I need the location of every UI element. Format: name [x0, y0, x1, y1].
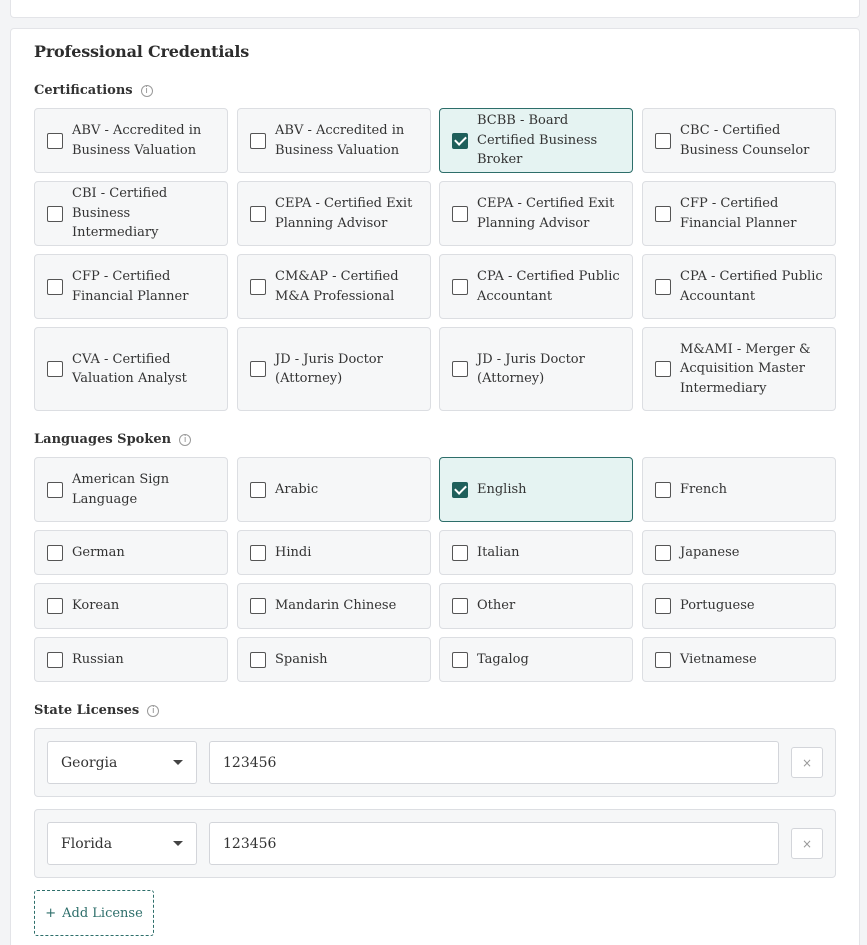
info-icon[interactable]: i	[141, 85, 153, 97]
language-option-label: American Sign Language	[72, 472, 170, 507]
language-checkbox[interactable]	[47, 598, 63, 614]
certification-checkbox[interactable]	[47, 206, 63, 222]
state-licenses-label	[34, 703, 159, 718]
certification-option[interactable]	[237, 327, 431, 411]
language-checkbox[interactable]	[47, 545, 63, 561]
certification-checkbox[interactable]	[250, 133, 266, 149]
language-option[interactable]	[237, 530, 431, 575]
language-checkbox[interactable]	[655, 598, 671, 614]
certifications-label-text: Certifications	[34, 83, 133, 98]
certification-option[interactable]	[237, 108, 431, 173]
language-option-label: Spanish	[275, 651, 328, 667]
state-select[interactable]	[47, 741, 197, 784]
language-option[interactable]	[439, 530, 633, 575]
certification-option[interactable]	[237, 181, 431, 246]
language-option-label: Arabic	[275, 481, 319, 497]
language-option-label: Russian	[72, 651, 124, 667]
certification-option-label: JD - Juris Doctor (Attorney)	[477, 351, 585, 386]
language-option-label: Vietnamese	[680, 651, 757, 667]
language-checkbox[interactable]	[250, 598, 266, 614]
language-option[interactable]	[642, 457, 836, 522]
state-select-value: Georgia	[61, 754, 118, 771]
license-number-input[interactable]: 123456	[209, 741, 779, 784]
chevron-down-icon	[173, 841, 183, 846]
close-icon: ×	[801, 755, 813, 770]
language-checkbox[interactable]	[452, 482, 468, 498]
certification-option[interactable]	[642, 108, 836, 173]
certification-option-label: CFP - Certified Financial Planner	[680, 196, 797, 231]
certification-checkbox[interactable]	[47, 361, 63, 377]
certification-option[interactable]	[642, 327, 836, 411]
certification-option[interactable]	[439, 181, 633, 246]
certification-option-label: JD - Juris Doctor (Attorney)	[275, 351, 383, 386]
language-option-label: Hindi	[275, 544, 312, 560]
certification-checkbox[interactable]	[47, 279, 63, 295]
certification-checkbox[interactable]	[250, 279, 266, 295]
certification-checkbox[interactable]	[250, 206, 266, 222]
language-option[interactable]	[642, 530, 836, 575]
certification-option-label: CBC - Certified Business Counselor	[680, 123, 810, 158]
language-checkbox[interactable]	[250, 482, 266, 498]
language-option-label: Japanese	[680, 544, 740, 560]
language-option[interactable]	[439, 637, 633, 682]
certification-option[interactable]	[34, 254, 228, 319]
remove-license-button[interactable]	[791, 747, 823, 778]
language-option[interactable]	[237, 583, 431, 629]
language-checkbox[interactable]	[452, 652, 468, 668]
certification-option-label: ABV - Accredited in Business Valuation	[72, 123, 202, 158]
previous-section-card	[10, 0, 860, 18]
certification-checkbox[interactable]	[452, 133, 468, 149]
certification-option-label: CFP - Certified Financial Planner	[72, 269, 189, 304]
certification-checkbox[interactable]	[452, 279, 468, 295]
language-option[interactable]	[439, 457, 633, 522]
section-title: Professional Credentials	[34, 42, 250, 61]
language-option[interactable]	[237, 637, 431, 682]
add-license-button[interactable]	[34, 890, 154, 936]
language-checkbox[interactable]	[452, 598, 468, 614]
certifications-label	[34, 83, 153, 98]
language-checkbox[interactable]	[655, 482, 671, 498]
certification-option[interactable]	[237, 254, 431, 319]
certification-option-label: BCBB - Board Certified Business Broker	[477, 113, 598, 168]
add-license-label: Add License	[62, 905, 143, 921]
state-select[interactable]	[47, 822, 197, 865]
certification-option-label: CVA - Certified Valuation Analyst	[72, 351, 187, 386]
certification-option-label: M&AMI - Merger & Acquisition Master Intermediary	[680, 341, 811, 396]
certification-checkbox[interactable]	[452, 206, 468, 222]
language-option-label: Korean	[72, 598, 120, 614]
language-option[interactable]	[34, 637, 228, 682]
state-licenses-label-text: State Licenses	[34, 703, 140, 718]
language-checkbox[interactable]	[250, 652, 266, 668]
language-option-label: Other	[477, 598, 516, 614]
language-checkbox[interactable]	[452, 545, 468, 561]
language-option[interactable]	[642, 583, 836, 629]
languages-label	[34, 432, 191, 447]
certification-option[interactable]	[439, 327, 633, 411]
license-number-input[interactable]: 123456	[209, 822, 779, 865]
language-option[interactable]	[439, 583, 633, 629]
certification-checkbox[interactable]	[655, 133, 671, 149]
certification-option-label: CEPA - Certified Exit Planning Advisor	[275, 196, 413, 231]
info-icon[interactable]: i	[179, 434, 191, 446]
language-option-label: Portuguese	[680, 598, 755, 614]
language-checkbox[interactable]	[250, 545, 266, 561]
certification-option[interactable]	[642, 181, 836, 246]
certification-option-label: ABV - Accredited in Business Valuation	[275, 123, 405, 158]
certification-checkbox[interactable]	[250, 361, 266, 377]
certification-checkbox[interactable]	[655, 206, 671, 222]
certification-option[interactable]	[34, 108, 228, 173]
certification-checkbox[interactable]	[452, 361, 468, 377]
certification-option-label: CM&AP - Certified M&A Professional	[275, 269, 399, 304]
chevron-down-icon	[173, 760, 183, 765]
language-option-label: Tagalog	[477, 651, 529, 667]
info-icon[interactable]: i	[147, 705, 159, 717]
language-checkbox[interactable]	[655, 652, 671, 668]
certification-option-label: CEPA - Certified Exit Planning Advisor	[477, 196, 615, 231]
language-option-label: English	[477, 481, 527, 497]
plus-icon: +	[45, 905, 57, 921]
license-row	[34, 728, 836, 797]
language-option[interactable]	[34, 583, 228, 629]
state-select-value: Florida	[61, 835, 113, 852]
certification-checkbox[interactable]	[655, 361, 671, 377]
language-option-label: German	[72, 544, 125, 560]
language-option[interactable]	[34, 457, 228, 522]
certification-option[interactable]	[34, 181, 228, 246]
certification-checkbox[interactable]	[47, 133, 63, 149]
close-icon: ×	[801, 836, 813, 851]
language-option[interactable]	[34, 530, 228, 575]
language-option-label: Italian	[477, 544, 520, 560]
certification-option[interactable]	[34, 327, 228, 411]
language-option[interactable]	[237, 457, 431, 522]
certification-option-label: CPA - Certified Public Accountant	[477, 269, 620, 304]
certification-option[interactable]	[642, 254, 836, 319]
language-option[interactable]	[642, 637, 836, 682]
languages-label-text: Languages Spoken	[34, 432, 172, 447]
language-option-label: Mandarin Chinese	[275, 598, 397, 614]
language-checkbox[interactable]	[47, 482, 63, 498]
language-checkbox[interactable]	[655, 545, 671, 561]
certification-option-label: CBI - Certified Business Intermediary	[72, 186, 168, 241]
certification-option[interactable]	[439, 254, 633, 319]
certification-checkbox[interactable]	[655, 279, 671, 295]
license-row	[34, 809, 836, 878]
language-option-label: French	[680, 481, 727, 497]
language-checkbox[interactable]	[47, 652, 63, 668]
certification-option-label: CPA - Certified Public Accountant	[680, 269, 823, 304]
remove-license-button[interactable]	[791, 828, 823, 859]
certification-option[interactable]	[439, 108, 633, 173]
